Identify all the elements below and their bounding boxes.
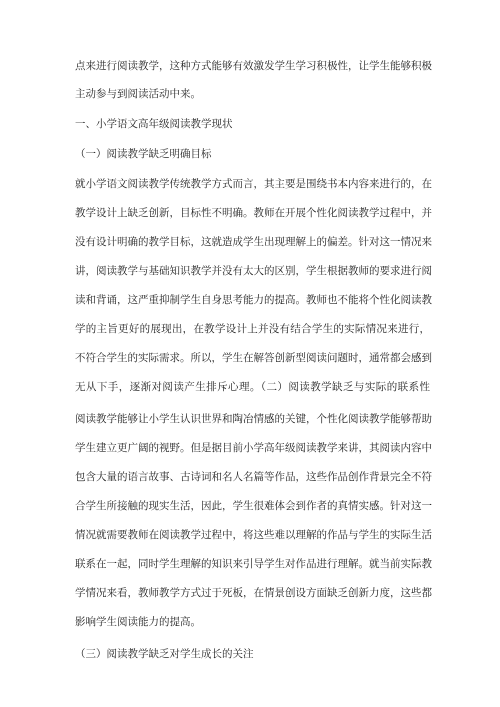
paragraph-line: 学生建立更广阔的视野。但是据目前小学高年级阅读教学来讲，其阅读内容中	[75, 442, 432, 454]
paragraph-line: 就小学语文阅读教学传统教学方式而言，其主要是围绕书本内容来进行的，在	[75, 178, 432, 190]
paragraph-line: 学的主旨更好的展现出，在教学设计上并没有结合学生的实际情况来进行，	[75, 323, 430, 335]
subsection-heading: （一）阅读教学缺乏明确目标	[75, 148, 212, 160]
paragraph-line: 情况就需要教师在阅读教学过程中，将这些难以理解的作品与学生的实际生活	[75, 529, 432, 541]
paragraph-line: 学情况来看，教师教学方式过于死板，在情景创设方面缺乏创新力度，这些都	[75, 587, 432, 599]
paragraph-line: 合学生所接触的现实生活，因此，学生很难体会到作者的真情实感。针对这一	[75, 500, 432, 512]
paragraph-line: 联系在一起，同时学生理解的知识来引导学生对作品进行理解。就当前实际教	[75, 558, 432, 570]
paragraph-line: 影响学生阅读能力的提高。	[75, 616, 201, 628]
paragraph-line: 不符合学生的实际需求。所以，学生在解答创新型阅读问题时，通常都会感到	[75, 352, 432, 364]
paragraph-line: 点来进行阅读教学，这种方式能够有效激发学生学习积极性，让学生能够积极	[75, 60, 432, 72]
paragraph-line: 讲，阅读教学与基础知识教学并没有太大的区别，学生根据教师的要求进行阅	[75, 265, 432, 277]
paragraph-line: 读和背诵，这严重抑制学生自身思考能力的提高。教师也不能将个性化阅读教	[75, 294, 432, 306]
subsection-heading: （三）阅读教学缺乏对学生成长的关注	[75, 648, 254, 660]
paragraph-line: 无从下手，逐渐对阅读产生排斥心理。（二）阅读教学缺乏与实际的联系性	[75, 381, 430, 393]
section-heading: 一、小学语文高年级阅读教学现状	[75, 118, 233, 130]
paragraph-line: 没有设计明确的教学目标，这就造成学生出现理解上的偏差。针对这一情况来	[75, 236, 432, 248]
paragraph-line: 教学设计上缺乏创新，目标性不明确。教师在开展个性化阅读教学过程中，并	[75, 207, 432, 219]
paragraph-line: 主动参与到阅读活动中来。	[75, 88, 201, 100]
paragraph-line: 阅读教学能够让小学生认识世界和陶冶情感的关键，个性化阅读教学能够帮助	[75, 413, 432, 425]
paragraph-line: 包含大量的语言故事、古诗词和名人名篇等作品，这些作品创作背景完全不符	[75, 471, 432, 483]
